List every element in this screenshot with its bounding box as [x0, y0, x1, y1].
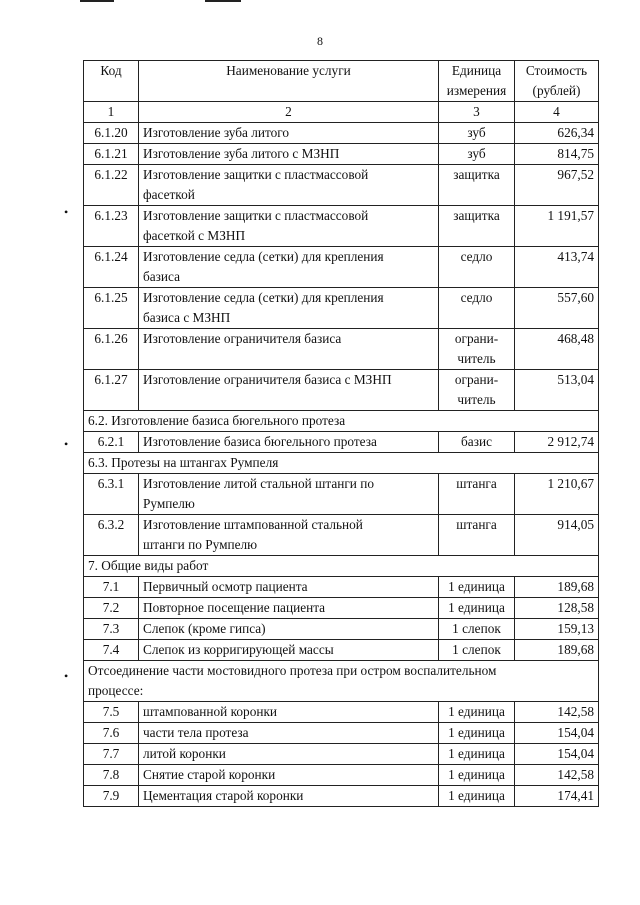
row-service-name-line: Снятие старой коронки [143, 767, 276, 782]
row-service-name-line: Изготовление защитки с пластмассовой [143, 167, 369, 182]
row-unit-line: базис [461, 434, 492, 449]
row-unit-line: седло [460, 290, 493, 305]
row-service-name [139, 123, 439, 144]
row-price [515, 123, 599, 144]
row-price-line: 413,74 [557, 249, 594, 264]
row-unit [439, 598, 515, 619]
row-service-name [139, 247, 439, 288]
row-service-name [139, 432, 439, 453]
table-row [84, 288, 599, 329]
row-price-line: 142,58 [557, 767, 594, 782]
section-header-cell [84, 556, 599, 577]
row-code-line: 6.1.22 [94, 167, 128, 182]
row-code [84, 329, 139, 370]
section-header [84, 556, 599, 577]
row-code [84, 515, 139, 556]
row-code [84, 165, 139, 206]
row-unit [439, 765, 515, 786]
row-price [515, 432, 599, 453]
row-unit [439, 288, 515, 329]
row-service-name [139, 577, 439, 598]
section-header-cell [84, 411, 599, 432]
row-price-line: 154,04 [557, 746, 594, 761]
row-unit-line: 1 единица [448, 704, 505, 719]
row-price-line: 159,13 [557, 621, 594, 636]
row-code-line: 6.1.27 [94, 372, 128, 387]
row-price [515, 515, 599, 556]
subsection-note-cell-line: процессе: [88, 683, 144, 698]
row-service-name-line: Изготовление зуба литого [143, 125, 290, 140]
row-service-name [139, 329, 439, 370]
row-price [515, 765, 599, 786]
row-price [515, 786, 599, 807]
row-price-line: 2 912,74 [547, 434, 594, 449]
row-code-line: 6.1.21 [94, 146, 128, 161]
row-price [515, 577, 599, 598]
row-code-line: 6.1.26 [94, 331, 128, 346]
row-service-name [139, 515, 439, 556]
row-unit-line: 1 единица [448, 788, 505, 803]
row-service-name [139, 744, 439, 765]
table-row [84, 786, 599, 807]
row-service-name [139, 723, 439, 744]
row-price [515, 640, 599, 661]
row-unit-line: ограни- [454, 372, 499, 387]
row-service-name-line: Цементация старой коронки [143, 788, 304, 803]
row-service-name-line: Изготовление защитки с пластмассовой [143, 208, 369, 223]
row-unit [439, 247, 515, 288]
row-unit-line: 1 единица [448, 725, 505, 740]
row-service-name-line: Изготовление базиса бюгельного протеза [143, 434, 377, 449]
row-service-name-line: базиса с МЗНП [143, 310, 231, 325]
row-price-line: 128,58 [557, 600, 594, 615]
row-service-name [139, 786, 439, 807]
header-unit-line: Единица [451, 63, 502, 78]
row-code [84, 206, 139, 247]
column-number-row [84, 102, 599, 123]
row-service-name-line: штампованной коронки [143, 704, 278, 719]
row-unit [439, 619, 515, 640]
row-service-name [139, 165, 439, 206]
row-unit-line: штанга [456, 517, 497, 532]
row-unit-line: 1 единица [448, 746, 505, 761]
row-price [515, 702, 599, 723]
row-price-line: 142,58 [557, 704, 594, 719]
row-unit [439, 702, 515, 723]
column-number: 3 [439, 102, 515, 123]
row-unit [439, 432, 515, 453]
column-number: 4 [515, 102, 599, 123]
table-header-row [84, 61, 599, 102]
row-service-name-line: Изготовление ограничителя базиса с МЗНП [143, 372, 392, 387]
row-price-line: 967,52 [557, 167, 594, 182]
row-code-line: 7.1 [102, 579, 120, 594]
row-price [515, 370, 599, 411]
row-price [515, 744, 599, 765]
row-code-line: 6.2.1 [97, 434, 125, 449]
row-unit-line: ограни- [454, 331, 499, 346]
row-unit [439, 577, 515, 598]
row-service-name-line: Изготовление штампованной стальной [143, 517, 363, 532]
row-unit-line: зуб [467, 146, 486, 161]
section-header [84, 411, 599, 432]
header-unit-line: измерения [446, 83, 507, 98]
row-service-name-line: Первичный осмотр пациента [143, 579, 308, 594]
row-service-name-line: Изготовление седла (сетки) для крепления [143, 290, 384, 305]
row-code-line: 7.8 [102, 767, 120, 782]
row-code [84, 702, 139, 723]
table-row [84, 432, 599, 453]
row-price-line: 557,60 [557, 290, 594, 305]
row-price [515, 288, 599, 329]
row-code-line: 7.9 [102, 788, 120, 803]
section-header-cell [84, 453, 599, 474]
table-row [84, 329, 599, 370]
row-service-name-line: фасеткой [143, 187, 195, 202]
row-code-line: 6.3.2 [97, 517, 125, 532]
row-code-line: 7.6 [102, 725, 120, 740]
row-service-name [139, 598, 439, 619]
row-service-name [139, 144, 439, 165]
row-service-name-line: Изготовление ограничителя базиса [143, 331, 342, 346]
column-number: 2 [139, 102, 439, 123]
header-code: Код [84, 61, 139, 102]
row-code [84, 619, 139, 640]
row-price [515, 247, 599, 288]
margin-dot: • [64, 669, 69, 683]
section-header [84, 453, 599, 474]
subsection-note-cell-line: Отсоединение части мостовидного протеза при остром воспалительном [88, 663, 497, 678]
row-unit-line: защитка [453, 208, 500, 223]
row-unit [439, 165, 515, 206]
row-service-name-line: Слепок из корригирующей массы [143, 642, 334, 657]
row-code [84, 123, 139, 144]
row-unit [439, 515, 515, 556]
row-code [84, 144, 139, 165]
row-code [84, 288, 139, 329]
price-table [83, 60, 599, 807]
row-service-name [139, 370, 439, 411]
row-price [515, 723, 599, 744]
row-price-line: 1 191,57 [547, 208, 594, 223]
table-row [84, 247, 599, 288]
table-row [84, 370, 599, 411]
row-unit [439, 723, 515, 744]
top-edge-mark-left [80, 0, 114, 2]
row-service-name-line: Повторное посещение пациента [143, 600, 326, 615]
row-code [84, 598, 139, 619]
row-price-line: 189,68 [557, 579, 594, 594]
row-service-name [139, 619, 439, 640]
margin-dot: • [64, 205, 69, 219]
row-price [515, 165, 599, 206]
row-price-line: 513,04 [557, 372, 594, 387]
row-code [84, 577, 139, 598]
header-price-line: (рублей) [532, 83, 581, 98]
row-unit-line: читель [457, 392, 496, 407]
table-row [84, 577, 599, 598]
row-code-line: 7.7 [102, 746, 120, 761]
row-service-name-line: штанги по Румпелю [143, 537, 258, 552]
row-code-line: 7.3 [102, 621, 120, 636]
table-row [84, 206, 599, 247]
row-code [84, 640, 139, 661]
top-edge-mark-right [205, 0, 241, 2]
row-unit-line: читель [457, 351, 496, 366]
page-number: 8 [317, 34, 323, 48]
row-service-name-line: Румпелю [143, 496, 195, 511]
row-service-name-line: базиса [143, 269, 181, 284]
subsection-note-cell [84, 661, 599, 702]
header-price-line: Стоимость [525, 63, 588, 78]
row-code-line: 6.1.24 [94, 249, 128, 264]
row-service-name [139, 288, 439, 329]
row-service-name [139, 640, 439, 661]
row-code-line: 7.4 [102, 642, 120, 657]
row-service-name-line: части тела протеза [143, 725, 249, 740]
section-header-cell-line: 6.2. Изготовление базиса бюгельного протеза [88, 413, 346, 428]
row-price-line: 814,75 [557, 146, 594, 161]
row-unit [439, 329, 515, 370]
row-price [515, 329, 599, 370]
table-row [84, 619, 599, 640]
row-code [84, 247, 139, 288]
row-unit-line: зуб [467, 125, 486, 140]
row-code [84, 370, 139, 411]
row-unit [439, 640, 515, 661]
row-code-line: 6.1.20 [94, 125, 128, 140]
row-unit [439, 370, 515, 411]
table-row [84, 723, 599, 744]
row-unit [439, 786, 515, 807]
table-row [84, 474, 599, 515]
row-service-name [139, 702, 439, 723]
table-row [84, 165, 599, 206]
table-row [84, 598, 599, 619]
row-price [515, 598, 599, 619]
row-service-name-line: литой коронки [143, 746, 226, 761]
row-service-name [139, 206, 439, 247]
table-row [84, 144, 599, 165]
row-price-line: 189,68 [557, 642, 594, 657]
row-code-line: 6.1.25 [94, 290, 128, 305]
row-code-line: 6.1.23 [94, 208, 128, 223]
row-unit [439, 144, 515, 165]
row-code-line: 7.2 [102, 600, 120, 615]
section-header-cell-line: 6.3. Протезы на штангах Румпеля [88, 455, 279, 470]
row-price [515, 144, 599, 165]
row-unit-line: 1 слепок [452, 621, 501, 636]
row-price-line: 1 210,67 [547, 476, 594, 491]
row-service-name [139, 765, 439, 786]
row-code-line: 7.5 [102, 704, 120, 719]
row-price-line: 154,04 [557, 725, 594, 740]
table-row [84, 123, 599, 144]
table-row [84, 515, 599, 556]
row-code [84, 432, 139, 453]
row-code [84, 723, 139, 744]
row-unit [439, 474, 515, 515]
table-row [84, 744, 599, 765]
row-unit-line: штанга [456, 476, 497, 491]
row-price-line: 626,34 [557, 125, 594, 140]
table-row [84, 640, 599, 661]
row-service-name-line: Изготовление литой стальной штанги по [143, 476, 374, 491]
row-code [84, 474, 139, 515]
row-unit-line: защитка [453, 167, 500, 182]
row-service-name-line: Слепок (кроме гипса) [143, 621, 266, 636]
row-service-name-line: Изготовление седла (сетки) для крепления [143, 249, 384, 264]
row-code [84, 765, 139, 786]
row-price-line: 468,48 [557, 331, 594, 346]
subsection-note [84, 661, 599, 702]
header-price [515, 61, 599, 102]
row-unit-line: седло [460, 249, 493, 264]
header-unit [439, 61, 515, 102]
row-price [515, 206, 599, 247]
row-unit [439, 744, 515, 765]
row-price-line: 914,05 [557, 517, 594, 532]
row-unit-line: 1 единица [448, 579, 505, 594]
row-service-name-line: фасеткой с МЗНП [143, 228, 246, 243]
margin-dot: • [64, 437, 69, 451]
row-unit [439, 206, 515, 247]
section-header-cell-line: 7. Общие виды работ [88, 558, 209, 573]
row-price-line: 174,41 [557, 788, 594, 803]
row-price [515, 474, 599, 515]
row-code [84, 786, 139, 807]
table-row [84, 765, 599, 786]
header-name: Наименование услуги [139, 61, 439, 102]
row-unit-line: 1 единица [448, 600, 505, 615]
row-unit [439, 123, 515, 144]
row-service-name-line: Изготовление зуба литого с МЗНП [143, 146, 340, 161]
row-unit-line: 1 слепок [452, 642, 501, 657]
table-row [84, 702, 599, 723]
row-code [84, 744, 139, 765]
row-unit-line: 1 единица [448, 767, 505, 782]
row-price [515, 619, 599, 640]
column-number: 1 [84, 102, 139, 123]
row-service-name [139, 474, 439, 515]
row-code-line: 6.3.1 [97, 476, 125, 491]
